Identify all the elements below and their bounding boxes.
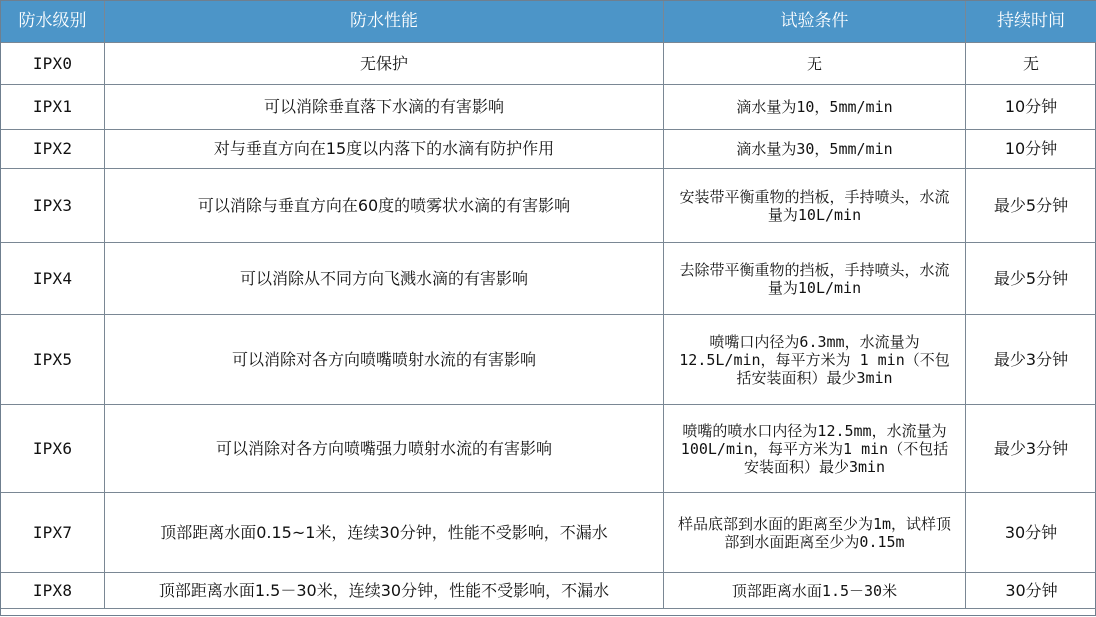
row-ipx0-performance: 无保护 [105,43,664,85]
row-ipx2-condition: 滴水量为30，5mm/min [664,130,966,169]
row-ipx6-level: IPX6 [1,405,105,493]
header-duration: 持续时间 [966,1,1096,43]
row-ipx4-level: IPX4 [1,243,105,315]
row-ipx3-duration: 最少5分钟 [966,169,1096,243]
row-ipx5-duration: 最少3分钟 [966,315,1096,405]
row-ipx5-condition: 喷嘴口内径为6.3mm，水流量为12.5L/min，每平方米为 1 min（不包括安装面积）最少3min [664,315,966,405]
row-ipx8-performance: 顶部距离水面1.5－30米，连续30分钟，性能不受影响，不漏水 [105,573,664,609]
row-ipx6-condition: 喷嘴的喷水口内径为12.5mm，水流量为100L/min，每平方米为1 min（不包括安装面积）最少3min [664,405,966,493]
row-ipx2-level: IPX2 [1,130,105,169]
row-ipx4-performance: 可以消除从不同方向飞溅水滴的有害影响 [105,243,664,315]
row-ipx3-level: IPX3 [1,169,105,243]
row-ipx8-condition: 顶部距离水面1.5－30米 [664,573,966,609]
table-grid [1,1,1096,617]
row-ipx0-duration: 无 [966,43,1096,85]
row-ipx4-condition: 去除带平衡重物的挡板，手持喷头，水流量为10L/min [664,243,966,315]
row-ipx5-performance: 可以消除对各方向喷嘴喷射水流的有害影响 [105,315,664,405]
row-ipx7-level: IPX7 [1,493,105,573]
header-performance: 防水性能 [105,1,664,43]
row-ipx5-level: IPX5 [1,315,105,405]
row-ipx6-performance: 可以消除对各方向喷嘴强力喷射水流的有害影响 [105,405,664,493]
row-ipx0-level: IPX0 [1,43,105,85]
row-ipx7-performance: 顶部距离水面0.15~1米，连续30分钟，性能不受影响，不漏水 [105,493,664,573]
row-ipx8-duration: 30分钟 [966,573,1096,609]
row-ipx3-performance: 可以消除与垂直方向在60度的喷雾状水滴的有害影响 [105,169,664,243]
row-ipx1-duration: 10分钟 [966,85,1096,130]
row-ipx2-duration: 10分钟 [966,130,1096,169]
row-ipx7-condition: 样品底部到水面的距离至少为1m，试样顶部到水面距离至少为0.15m [664,493,966,573]
row-ipx0-condition: 无 [664,43,966,85]
row-ipx7-duration: 30分钟 [966,493,1096,573]
row-ipx1-condition: 滴水量为10，5mm/min [664,85,966,130]
row-ipx3-condition: 安装带平衡重物的挡板，手持喷头，水流量为10L/min [664,169,966,243]
row-ipx6-duration: 最少3分钟 [966,405,1096,493]
row-ipx4-duration: 最少5分钟 [966,243,1096,315]
row-ipx8-level: IPX8 [1,573,105,609]
row-ipx1-performance: 可以消除垂直落下水滴的有害影响 [105,85,664,130]
header-level: 防水级别 [1,1,105,43]
row-ipx2-performance: 对与垂直方向在15度以内落下的水滴有防护作用 [105,130,664,169]
header-condition: 试验条件 [664,1,966,43]
row-ipx1-level: IPX1 [1,85,105,130]
